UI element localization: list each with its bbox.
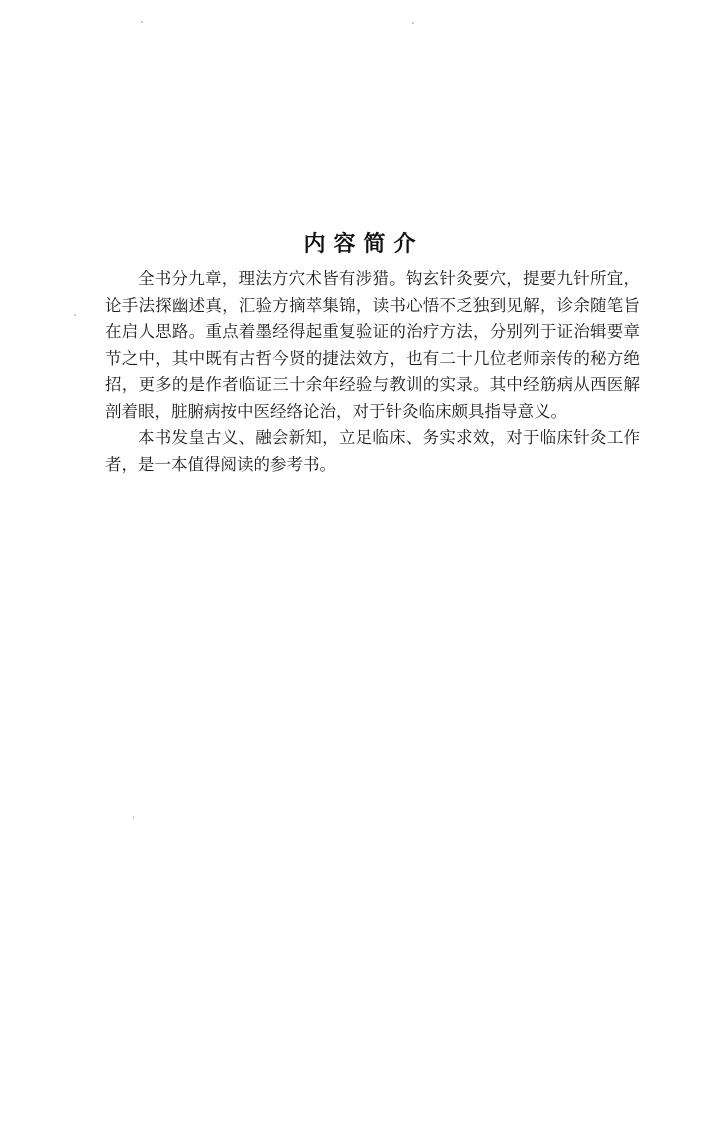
scan-speck xyxy=(141,21,143,23)
scan-speck xyxy=(133,816,134,819)
summary-paragraph-2: 本书发皇古义、融会新知，立足临床、务实求效，对于临床针灸工作者，是一本值得阅读的参考书。 xyxy=(105,428,640,474)
summary-body xyxy=(105,266,640,478)
scan-speck xyxy=(412,22,414,24)
page-title: 内容简介 xyxy=(303,231,424,257)
summary-paragraph-1: 全书分九章，理法方穴术皆有涉猎。钩玄针灸要穴，提要九针所宜，论手法探幽述真，汇验方摘萃集锦，读书心悟不乏独到见解，诊余随笔旨在启人思路。重点着墨经得起重复验证的治疗方法，分别列于证治辑要章节之中，其中既有古哲今贤的捷法效方，也有二十几位老师亲传的秘方绝招，更多的是作者临证三十余年经验与教训的实录。其中经筋病从西医解剖着眼，脏腑病按中医经络论治，对于针灸临床颇具指导意义。 xyxy=(105,269,640,421)
scan-speck xyxy=(74,314,76,316)
